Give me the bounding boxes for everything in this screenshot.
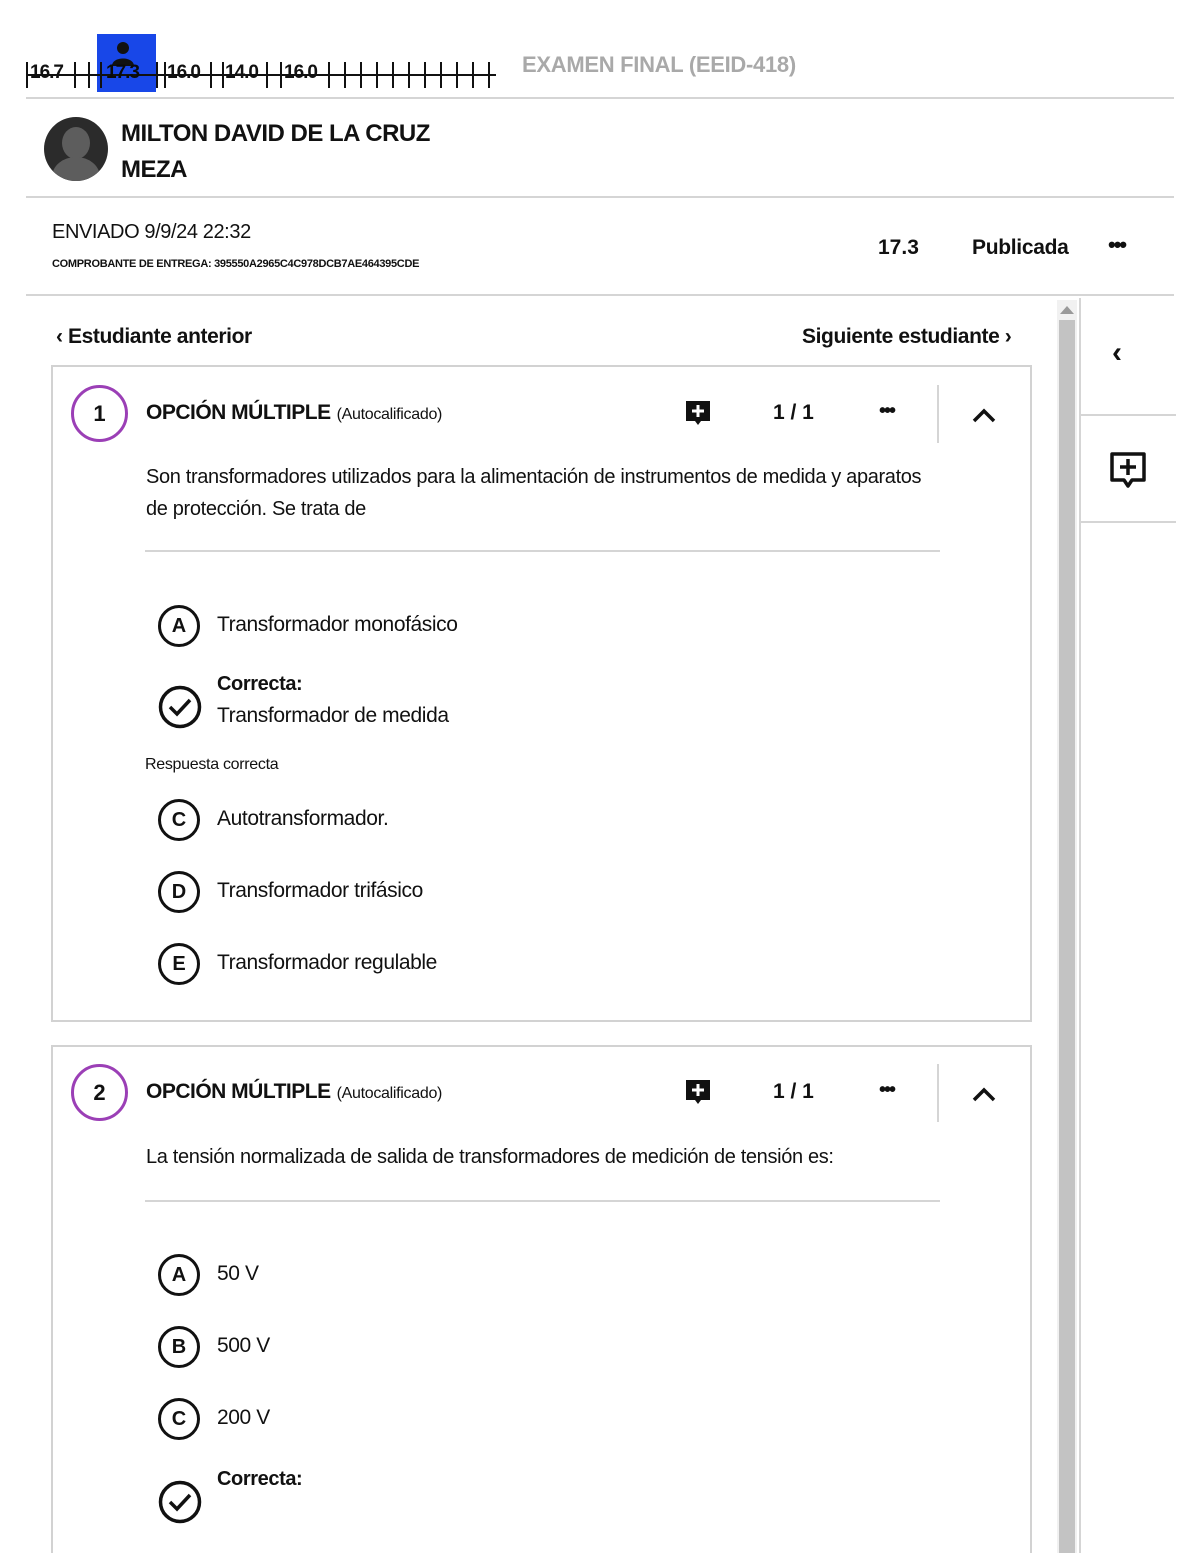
option-letter: A [158, 605, 200, 647]
grade-tick [88, 62, 90, 88]
grade-label-current[interactable]: 17.3 [106, 62, 139, 83]
grade-tick [328, 62, 330, 88]
divider [937, 1064, 939, 1122]
option-letter: D [158, 871, 200, 913]
question-number: 2 [71, 1064, 128, 1121]
divider [145, 550, 940, 552]
check-circle-icon [158, 685, 202, 729]
option-text: Transformador de medida [217, 704, 449, 727]
question-type [146, 401, 442, 425]
grade-tick [376, 62, 378, 88]
option-text: Autotransformador. [217, 807, 389, 830]
divider [1080, 414, 1176, 416]
grade-label[interactable]: 16.0 [284, 62, 317, 83]
divider [937, 385, 939, 443]
grade-tick [164, 62, 166, 88]
grade-tick [210, 62, 212, 88]
option-text: Transformador monofásico [217, 613, 458, 636]
submission-receipt: COMPROBANTE DE ENTREGA: 395550A2965C4C978DCB7AE464395CDE [52, 258, 420, 270]
submission-date: ENVIADO 9/9/24 22:32 [52, 221, 251, 243]
grade-tick [456, 62, 458, 88]
grade-label[interactable]: 16.0 [167, 62, 200, 83]
check-circle-icon [158, 1480, 202, 1524]
grade-tick [408, 62, 410, 88]
option-text: 50 V [217, 1262, 259, 1285]
divider [26, 97, 1174, 99]
exam-title: EXAMEN FINAL (EEID-418) [522, 52, 796, 77]
question-type [146, 1080, 442, 1104]
vertical-scrollbar[interactable] [1057, 300, 1077, 1553]
question-type-subtitle: (Autocalificado) [336, 406, 443, 423]
question-more-button[interactable]: ••• [879, 400, 895, 422]
question-type-label: OPCIÓN MÚLTIPLE [146, 401, 331, 424]
question-type-label: OPCIÓN MÚLTIPLE [146, 1080, 331, 1103]
correct-label: Correcta: [217, 673, 303, 695]
question-card [51, 365, 1032, 1022]
question-points[interactable]: 1 / 1 [773, 401, 814, 424]
grade-tick [222, 62, 224, 88]
grade-tick [344, 62, 346, 88]
option-text: Transformador trifásico [217, 879, 423, 902]
question-card [51, 1045, 1032, 1553]
grade-tick [156, 62, 158, 88]
grade-tick [472, 62, 474, 88]
grade-status: Publicada [972, 236, 1069, 259]
grade-tick [26, 62, 28, 88]
grade-distribution-strip[interactable] [26, 34, 496, 90]
question-number: 1 [71, 385, 128, 442]
option-letter: C [158, 799, 200, 841]
correct-label: Correcta: [217, 1468, 303, 1490]
grade-label[interactable]: 14.0 [225, 62, 258, 83]
add-feedback-icon[interactable] [683, 1077, 713, 1107]
answer-feedback: Respuesta correcta [145, 756, 279, 773]
student-name: MILTON DAVID DE LA CRUZ MEZA [121, 120, 430, 183]
divider [1080, 521, 1176, 523]
option-text: Transformador regulable [217, 951, 437, 974]
question-type-subtitle: (Autocalificado) [336, 1085, 443, 1102]
option-letter: C [158, 1398, 200, 1440]
overall-grade[interactable]: 17.3 [878, 236, 919, 259]
scroll-thumb[interactable] [1059, 320, 1075, 1553]
add-feedback-icon[interactable] [683, 398, 713, 428]
grade-tick [360, 62, 362, 88]
grade-tick [74, 62, 76, 88]
question-text: La tensión normalizada de salida de transformadores de medición de tensión es: [146, 1146, 834, 1168]
divider [145, 1200, 940, 1202]
divider [26, 294, 1174, 296]
next-student-link[interactable]: Siguiente estudiante › [802, 325, 1012, 348]
grade-tick [280, 62, 282, 88]
grade-tick [488, 62, 490, 88]
grade-tick [392, 62, 394, 88]
chevron-up-icon[interactable] [969, 1080, 999, 1110]
option-letter: A [158, 1254, 200, 1296]
question-more-button[interactable]: ••• [879, 1079, 895, 1101]
add-feedback-icon[interactable] [1108, 450, 1148, 490]
divider [26, 196, 1174, 198]
scroll-up-arrow-icon[interactable] [1060, 306, 1074, 314]
more-options-button[interactable]: ••• [1108, 232, 1126, 257]
avatar [44, 117, 108, 181]
option-letter: E [158, 943, 200, 985]
side-panel-divider [1079, 298, 1081, 1553]
grade-tick [424, 62, 426, 88]
grade-tick [440, 62, 442, 88]
previous-student-link[interactable]: ‹ Estudiante anterior [56, 325, 252, 348]
option-text: 500 V [217, 1334, 270, 1357]
collapse-panel-button[interactable]: ‹ [1112, 336, 1122, 369]
grade-label[interactable]: 16.7 [30, 62, 63, 83]
option-text: 200 V [217, 1406, 270, 1429]
question-text: Son transformadores utilizados para la alimentación de instrumentos de medida y aparatos de protección. Se trata de [146, 466, 922, 520]
grade-tick [100, 62, 102, 88]
chevron-up-icon[interactable] [969, 401, 999, 431]
question-points[interactable]: 1 / 1 [773, 1080, 814, 1103]
grade-tick [266, 62, 268, 88]
option-letter: B [158, 1326, 200, 1368]
